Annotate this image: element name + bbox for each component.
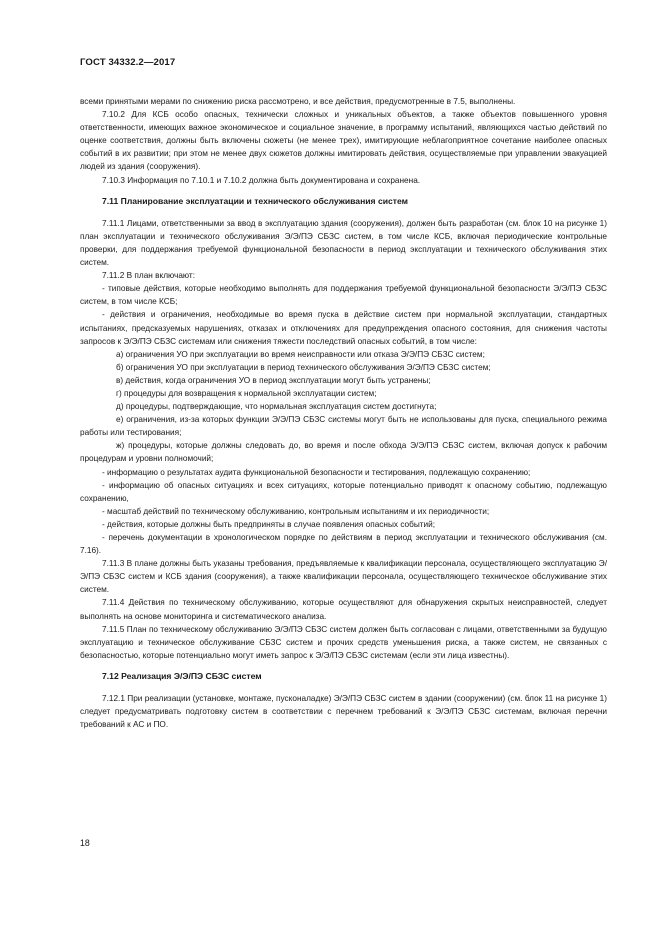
paragraph: в) действия, когда ограничения УО в период эксплуатации могут быть устранены; — [116, 375, 431, 385]
paragraph: г) процедуры для возвращения к нормальной эксплуатации систем; — [116, 388, 377, 398]
paragraph: ж) процедуры, которые должны следовать до, во время и после обхода Э/Э/ПЭ СБЗС систем, включая допуск к рабочим процедурам и уровни полномочий; — [80, 441, 607, 464]
paragraph: - масштаб действий по техническому обслуживанию, контрольным испытаниям и их периодичности; — [102, 506, 490, 516]
paragraph: а) ограничения УО при эксплуатации во время неисправности или отказа Э/Э/ПЭ СБЗС систем; — [116, 349, 485, 359]
paragraph: - информацию о результатах аудита функциональной безопасности и тестирования, подлежащую сохранению; — [102, 467, 531, 477]
paragraph: - перечень документации в хронологическом порядке по действиям в период эксплуатации и технического обслуживания (см. 7.16). — [80, 533, 607, 556]
paragraph: - типовые действия, которые необходимо выполнять для поддержания требуемой функциональной безопасности Э/Э/ПЭ СБЗС систем, в том числе КСБ; — [80, 284, 607, 307]
paragraph: 7.11.2 В план включают: — [102, 271, 195, 281]
paragraph: 7.11.1 Лицами, ответственными за ввод в эксплуатацию здания (сооружения), должен быть разработан (см. блок 10 на рисунке 1) план эксплуатации и технического обслуживания Э/Э/ПЭ СБЗС систем, в том числе КСБ, включая периодические контрольные проверки, для поддержания требуемой функциональной безопасности в период эксплуатации и технического обслуживания этих систем. — [80, 218, 607, 268]
paragraph: - действия, которые должны быть предприняты в случае появления опасных событий; — [102, 519, 436, 529]
page-number: 18 — [80, 838, 90, 848]
section-heading: 7.12 Реализация Э/Э/ПЭ СБЗС систем — [102, 671, 262, 682]
section-heading: 7.11 Планирование эксплуатации и технического обслуживания систем — [102, 196, 409, 207]
paragraph: всеми принятыми мерами по снижению риска рассмотрено, и все действия, предусмотренные в 7.5, выполнены. — [80, 97, 516, 106]
paragraph: 7.11.3 В плане должны быть указаны требования, предъявляемые к квалификации персонала, осуществляющего эксплуатацию Э/Э/ПЭ СБЗС систем и КСБ здания (сооружения), а также квалификации персонала, осуществляющего техническое обслуживание этих систем. — [80, 559, 607, 595]
paragraph: - информацию об опасных ситуациях и всех ситуациях, которые потенциально приводят к опасному событию, подлежащую сохранению, — [80, 480, 607, 503]
document-header: ГОСТ 34332.2—2017 — [80, 57, 176, 68]
paragraph: 7.10.2 Для КСБ особо опасных, технически сложных и уникальных объектов, а также объектов повышенного уровня ответственности, имеющих важное экономическое и социальное значение, в программу испытаний, являющихся частью действий по оценке соответствия, должны быть включены сюжеты (не менее трех), имитирующие неблагоприятное сочетание наиболее опасных событий в их развитии; при этом не менее двух сюжетов должны имитировать действия, осуществляемые при управлении эвакуацией людей из здания (сооружения). — [80, 110, 607, 172]
paragraph: б) ограничения УО при эксплуатации в период технического обслуживания Э/Э/ПЭ СБЗС систем; — [116, 362, 491, 372]
paragraph: 7.10.3 Информация по 7.10.1 и 7.10.2 должна быть документирована и сохранена. — [102, 175, 421, 185]
paragraph: - действия и ограничения, необходимые во время пуска в действие систем при нормальной эксплуатации, стандартных испытаниях, предсказуемых нарушениях, отказах и отключениях для предупреждения опасного состояния, для снижения частоты запросов к Э/Э/ПЭ СБЗС системам или снижения тяжести последствий опасных событий, в том числе: — [80, 310, 607, 346]
paragraph: 7.11.5 План по техническому обслуживанию Э/Э/ПЭ СБЗС систем должен быть согласован с лицами, ответственными за будущую эксплуатацию и техническое обслуживание СБЗС систем и прочих средств уменьшения риска, а также систем, не связанных с безопасностью, которые потенциально могут иметь запрос к Э/Э/ПЭ СБЗС системам (если эти лица известны). — [80, 624, 607, 660]
paragraph: 7.12.1 При реализации (установке, монтаже, пусконаладке) Э/Э/ПЭ СБЗС систем в здании (сооружении) (см. блок 11 на рисунке 1) следует предусматривать подготовку систем в соответствии с перечнем требований к Э/Э/ПЭ СБЗС системам, включая перечни требований к АС и ПО. — [80, 694, 607, 730]
document-body — [80, 95, 607, 731]
paragraph: д) процедуры, подтверждающие, что нормальная эксплуатация систем достигнута; — [116, 402, 437, 412]
paragraph: 7.11.4 Действия по техническому обслуживанию, которые осуществляют для обнаружения скрытых неисправностей, следует выполнять на основе мониторинга и систематического анализа. — [80, 598, 607, 621]
paragraph: е) ограничения, из-за которых функции Э/Э/ПЭ СБЗС системы могут быть не использованы для пуска, специального режима работы или тестирования; — [80, 415, 607, 438]
